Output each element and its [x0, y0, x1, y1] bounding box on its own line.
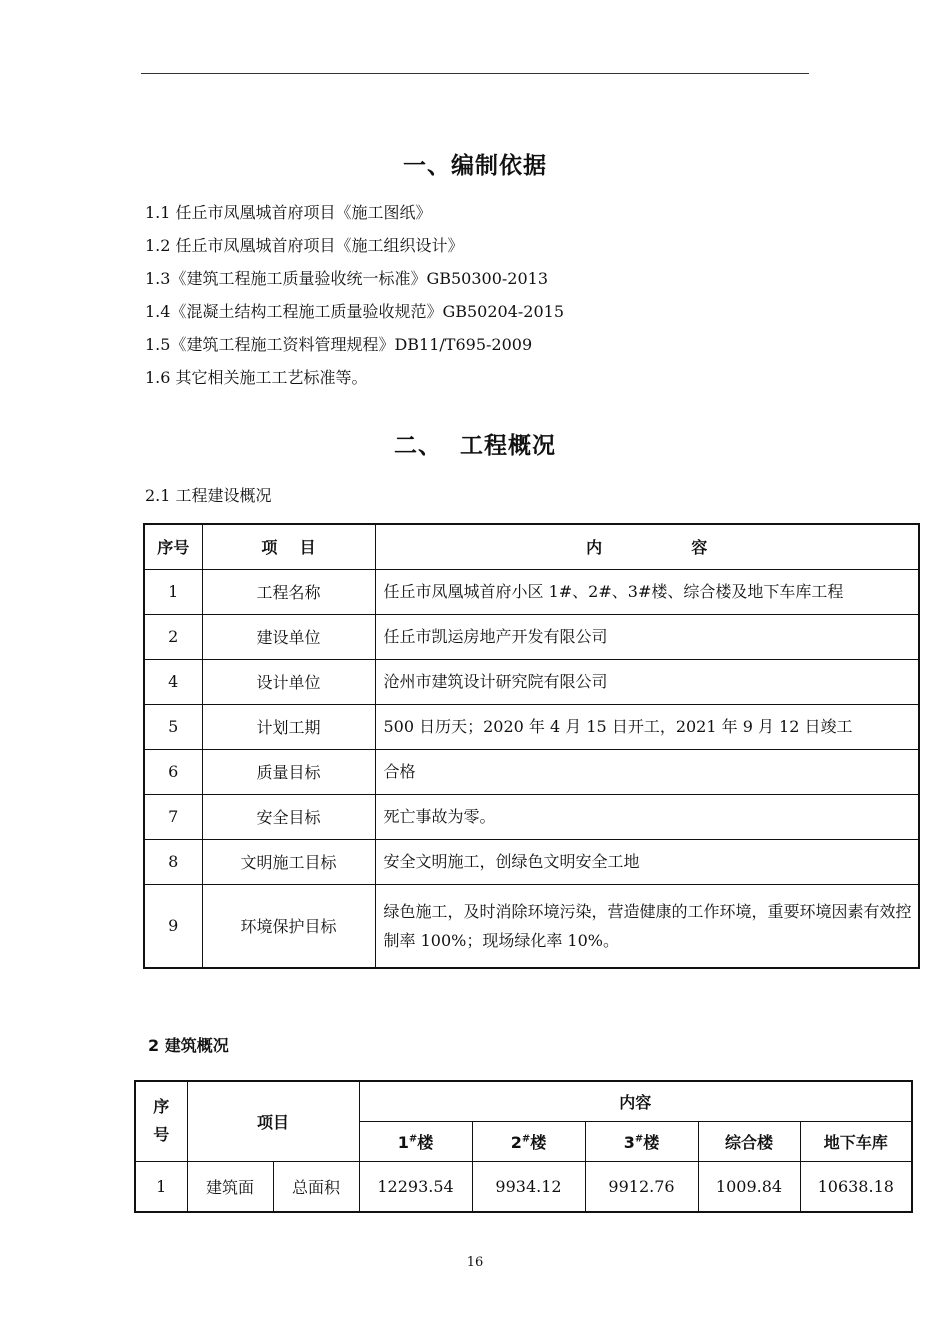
- row-seq: 8: [144, 839, 202, 884]
- table-row: [144, 704, 919, 749]
- subsection-title-building: 2 建筑概况: [148, 1036, 229, 1055]
- building-overview-table: [134, 1080, 913, 1213]
- table-row: [135, 1161, 912, 1212]
- row-value: 1009.84: [698, 1161, 800, 1212]
- header-item: 项目: [187, 1081, 359, 1161]
- row-item: 安全目标: [202, 794, 375, 839]
- header-rule: [141, 73, 809, 74]
- header-building-3: [585, 1121, 698, 1161]
- header-building-1: [359, 1121, 472, 1161]
- table-row: [144, 839, 919, 884]
- row-item: 建设单位: [202, 614, 375, 659]
- row-value: 9934.12: [472, 1161, 585, 1212]
- header-item: 项 目: [202, 524, 375, 569]
- table-header-row: [144, 524, 919, 569]
- row-value: 12293.54: [359, 1161, 472, 1212]
- table-row: [144, 569, 919, 614]
- building-sup: #: [634, 1133, 644, 1145]
- basis-item: 1.2 任丘市凤凰城首府项目《施工组织设计》: [145, 236, 464, 255]
- row-seq: 6: [144, 749, 202, 794]
- row-content: 500 日历天；2020 年 4 月 15 日开工，2021 年 9 月 12 日竣工: [375, 704, 919, 749]
- row-content: 任丘市凯运房地产开发有限公司: [375, 614, 919, 659]
- building-suffix: 楼: [417, 1132, 434, 1152]
- row-seq: 9: [144, 884, 202, 968]
- row-item: 计划工期: [202, 704, 375, 749]
- row-item: 工程名称: [202, 569, 375, 614]
- table-row: [144, 749, 919, 794]
- table-header-row: [135, 1081, 912, 1121]
- header-content: 内 容: [375, 524, 919, 569]
- header-garage: 地下车库: [800, 1121, 912, 1161]
- row-content: 任丘市凤凰城首府小区 1#、2#、3#楼、综合楼及地下车库工程: [375, 569, 919, 614]
- basis-item: 1.1 任丘市凤凰城首府项目《施工图纸》: [145, 203, 432, 222]
- header-seq-text: 序号: [153, 1097, 170, 1145]
- row-item: 质量目标: [202, 749, 375, 794]
- table-row: [144, 794, 919, 839]
- building-suffix: 楼: [530, 1132, 547, 1152]
- row-content: 安全文明施工，创绿色文明安全工地: [375, 839, 919, 884]
- row-seq: 5: [144, 704, 202, 749]
- row-seq: 7: [144, 794, 202, 839]
- row-content: 死亡事故为零。: [375, 794, 919, 839]
- building-sup: #: [408, 1133, 418, 1145]
- basis-item: 1.4《混凝土结构工程施工质量验收规范》GB50204-2015: [145, 302, 565, 321]
- project-overview-table: [143, 523, 920, 969]
- table-row: [144, 659, 919, 704]
- header-seq: 序号: [144, 524, 202, 569]
- row-item: 文明施工目标: [202, 839, 375, 884]
- basis-item: 1.6 其它相关施工工艺标准等。: [145, 368, 368, 387]
- subsection-title: 2.1 工程建设概况: [145, 486, 272, 505]
- row-item-b: 总面积: [273, 1161, 359, 1212]
- table-row: [144, 614, 919, 659]
- header-building-2: [472, 1121, 585, 1161]
- building-number: 1: [397, 1132, 409, 1152]
- row-content: 合格: [375, 749, 919, 794]
- building-number: 2: [510, 1132, 522, 1152]
- header-complex: 综合楼: [698, 1121, 800, 1161]
- section-title-overview: 二、 工程概况: [393, 433, 556, 459]
- page-number: 16: [466, 1255, 484, 1270]
- building-suffix: 楼: [643, 1132, 660, 1152]
- row-content: 沧州市建筑设计研究院有限公司: [375, 659, 919, 704]
- row-seq: 1: [144, 569, 202, 614]
- section-title-basis: 一、编制依据: [403, 153, 547, 179]
- row-item-a: 建筑面: [187, 1161, 273, 1212]
- building-sup: #: [521, 1133, 531, 1145]
- row-seq: 2: [144, 614, 202, 659]
- row-value: 10638.18: [800, 1161, 912, 1212]
- row-content: 绿色施工，及时消除环境污染，营造健康的工作环境，重要环境因素有效控制率 100%；现场绿化率 10%。: [375, 884, 919, 968]
- basis-item: 1.5《建筑工程施工资料管理规程》DB11/T695-2009: [145, 335, 533, 354]
- building-number: 3: [623, 1132, 635, 1152]
- basis-item: 1.3《建筑工程施工质量验收统一标准》GB50300-2013: [145, 269, 549, 288]
- row-value: 9912.76: [585, 1161, 698, 1212]
- row-seq: 1: [135, 1161, 187, 1212]
- table-row: [144, 884, 919, 968]
- row-item: 设计单位: [202, 659, 375, 704]
- header-content: 内容: [359, 1081, 912, 1121]
- row-item: 环境保护目标: [202, 884, 375, 968]
- header-seq: [135, 1081, 187, 1161]
- row-seq: 4: [144, 659, 202, 704]
